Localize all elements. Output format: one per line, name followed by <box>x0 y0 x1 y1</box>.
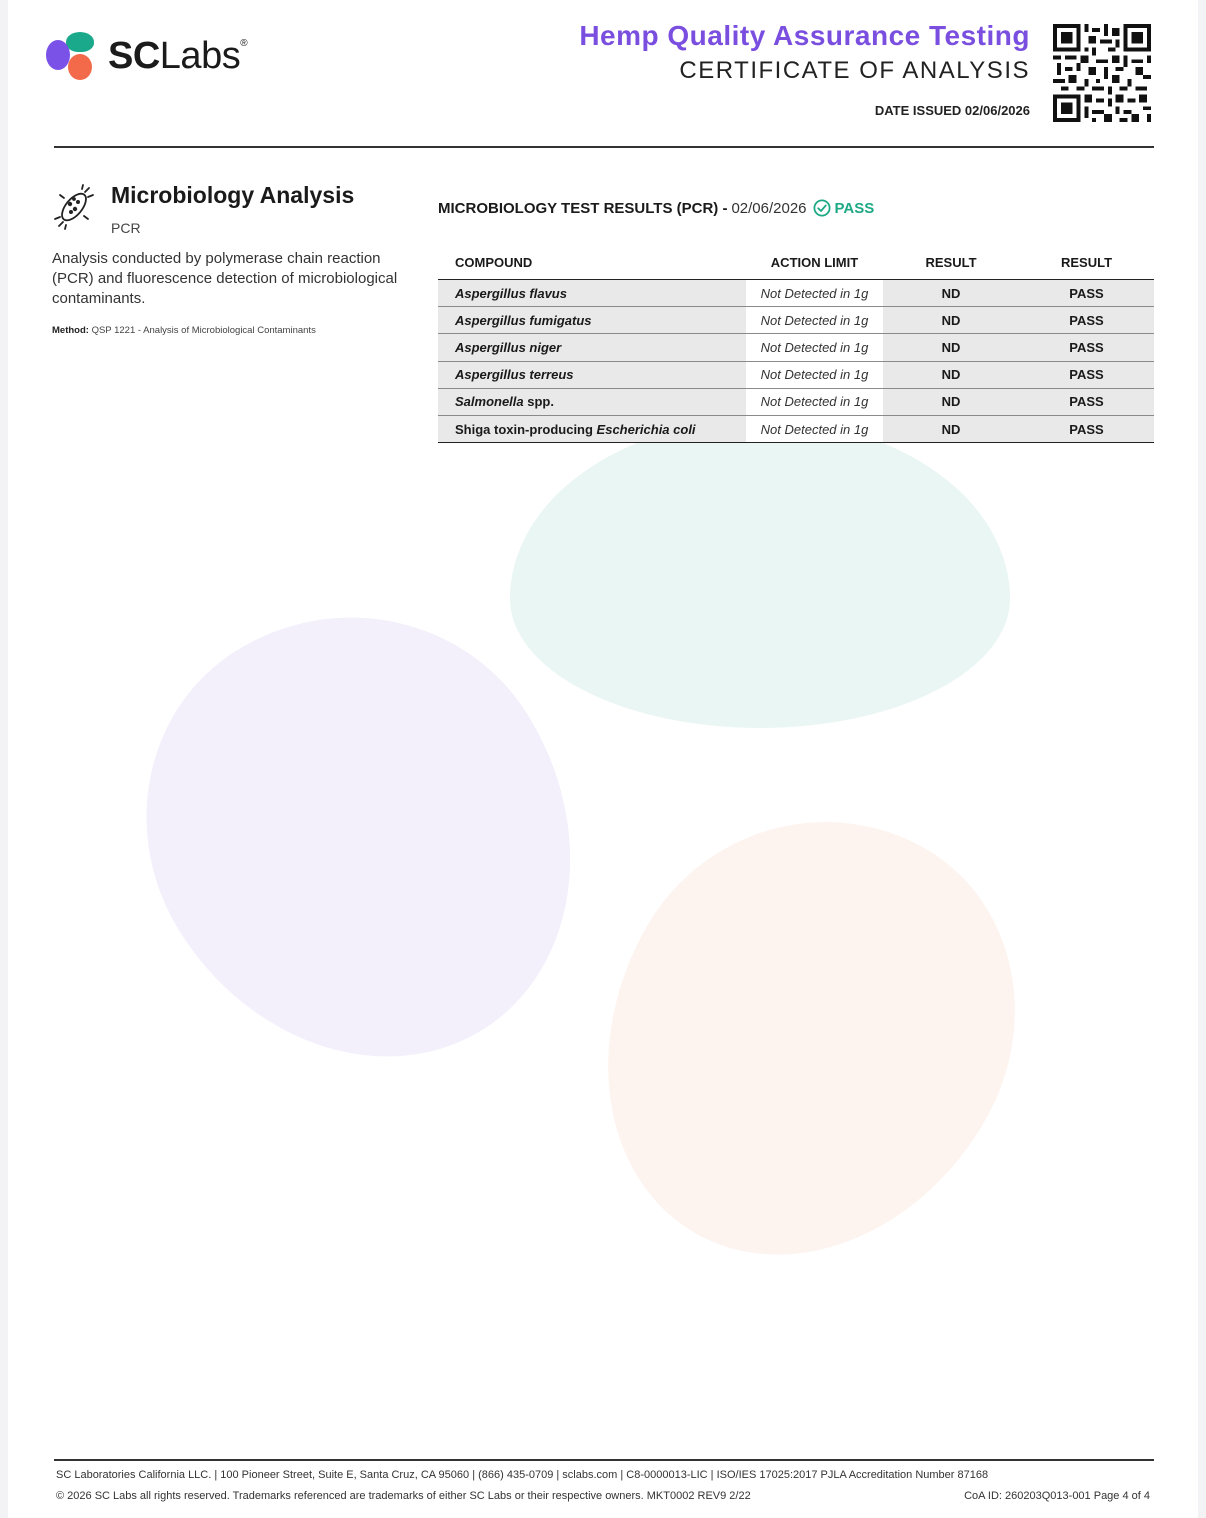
compound-cell: Shiga toxin-producing Escherichia coli <box>455 421 696 437</box>
report-title: Hemp Quality Assurance Testing <box>579 20 1030 51</box>
status-cell: PASS <box>1069 367 1104 383</box>
table-row <box>438 307 1154 334</box>
table-row <box>438 280 1154 307</box>
method-note: Method: QSP 1221 - Analysis of Microbiological Contaminants <box>52 325 316 336</box>
footer-address: SC Laboratories California LLC. | 100 Pioneer Street, Suite E, Santa Cruz, CA 95060 | (866) 435-0709 | sclabs.com | C8-0000013-LIC | ISO/IES 17025:2017 PJLA Accreditation Number 87168 <box>56 1469 989 1481</box>
status-cell: PASS <box>1069 421 1104 437</box>
footer-copyright: © 2026 SC Labs all rights reserved. Trademarks referenced are trademarks of either SC Labs or their respective owners. MKT0002 REV9 2/22 <box>56 1490 751 1502</box>
bacteria-icon <box>52 184 96 230</box>
action-limit-cell: Not Detected in 1g <box>746 362 883 388</box>
table-row <box>438 416 1154 443</box>
column-header-compound: COMPOUND <box>455 254 533 270</box>
footer-coa-id: CoA ID: 260203Q013-001 Page 4 of 4 <box>964 1490 1150 1502</box>
section-title: Microbiology Analysis <box>111 182 355 208</box>
date-issued: DATE ISSUED 02/06/2026 <box>874 103 1030 118</box>
result-cell: ND <box>941 367 961 383</box>
action-limit-cell: Not Detected in 1g <box>746 334 883 360</box>
logo-dots-icon <box>46 30 102 82</box>
action-limit-cell: Not Detected in 1g <box>746 307 883 333</box>
status-cell: PASS <box>1069 285 1104 301</box>
status-cell: PASS <box>1069 394 1104 410</box>
header-divider <box>54 146 1154 148</box>
column-header-action-limit: ACTION LIMIT <box>770 254 859 270</box>
report-subtitle: CERTIFICATE OF ANALYSIS <box>679 57 1030 84</box>
results-status: PASS <box>834 199 875 217</box>
section-description: Analysis conducted by polymerase chain reaction (PCR) and fluorescence detection of microbiological contaminants. <box>52 250 398 307</box>
column-header-result-status: RESULT <box>1060 254 1113 270</box>
status-cell: PASS <box>1069 312 1104 328</box>
result-cell: ND <box>941 339 961 355</box>
section-subtitle: PCR <box>111 220 141 236</box>
table-row <box>438 389 1154 416</box>
table-row <box>438 362 1154 389</box>
compound-cell: Aspergillus terreus <box>455 367 574 383</box>
results-heading <box>438 199 874 217</box>
result-cell: ND <box>941 312 961 328</box>
status-cell: PASS <box>1069 339 1104 355</box>
compound-cell: Aspergillus flavus <box>455 285 567 301</box>
action-limit-cell: Not Detected in 1g <box>746 280 883 306</box>
table-row <box>438 334 1154 361</box>
table-header <box>438 245 1154 280</box>
results-table <box>438 245 1154 443</box>
sc-labs-logo <box>46 30 247 82</box>
decorative-blob-teal <box>510 420 1010 728</box>
footer-divider <box>54 1459 1154 1461</box>
decorative-blob-peach <box>526 748 1088 1331</box>
result-cell: ND <box>941 394 961 410</box>
compound-cell: Aspergillus fumigatus <box>455 312 592 328</box>
compound-cell: Salmonella spp. <box>455 394 554 410</box>
check-circle-icon <box>813 199 831 217</box>
result-cell: ND <box>941 285 961 301</box>
compound-cell: Aspergillus niger <box>455 339 562 355</box>
results-heading-label: MICROBIOLOGY TEST RESULTS (PCR) - <box>438 199 728 217</box>
result-cell: ND <box>941 421 961 437</box>
qr-code-icon[interactable] <box>1053 24 1151 122</box>
coa-page <box>8 0 1198 1518</box>
results-date: 02/06/2026 <box>731 199 807 217</box>
action-limit-cell: Not Detected in 1g <box>746 389 883 415</box>
column-header-result: RESULT <box>925 254 977 270</box>
logo-wordmark: SCLabs® <box>108 35 248 77</box>
action-limit-cell: Not Detected in 1g <box>746 416 883 442</box>
